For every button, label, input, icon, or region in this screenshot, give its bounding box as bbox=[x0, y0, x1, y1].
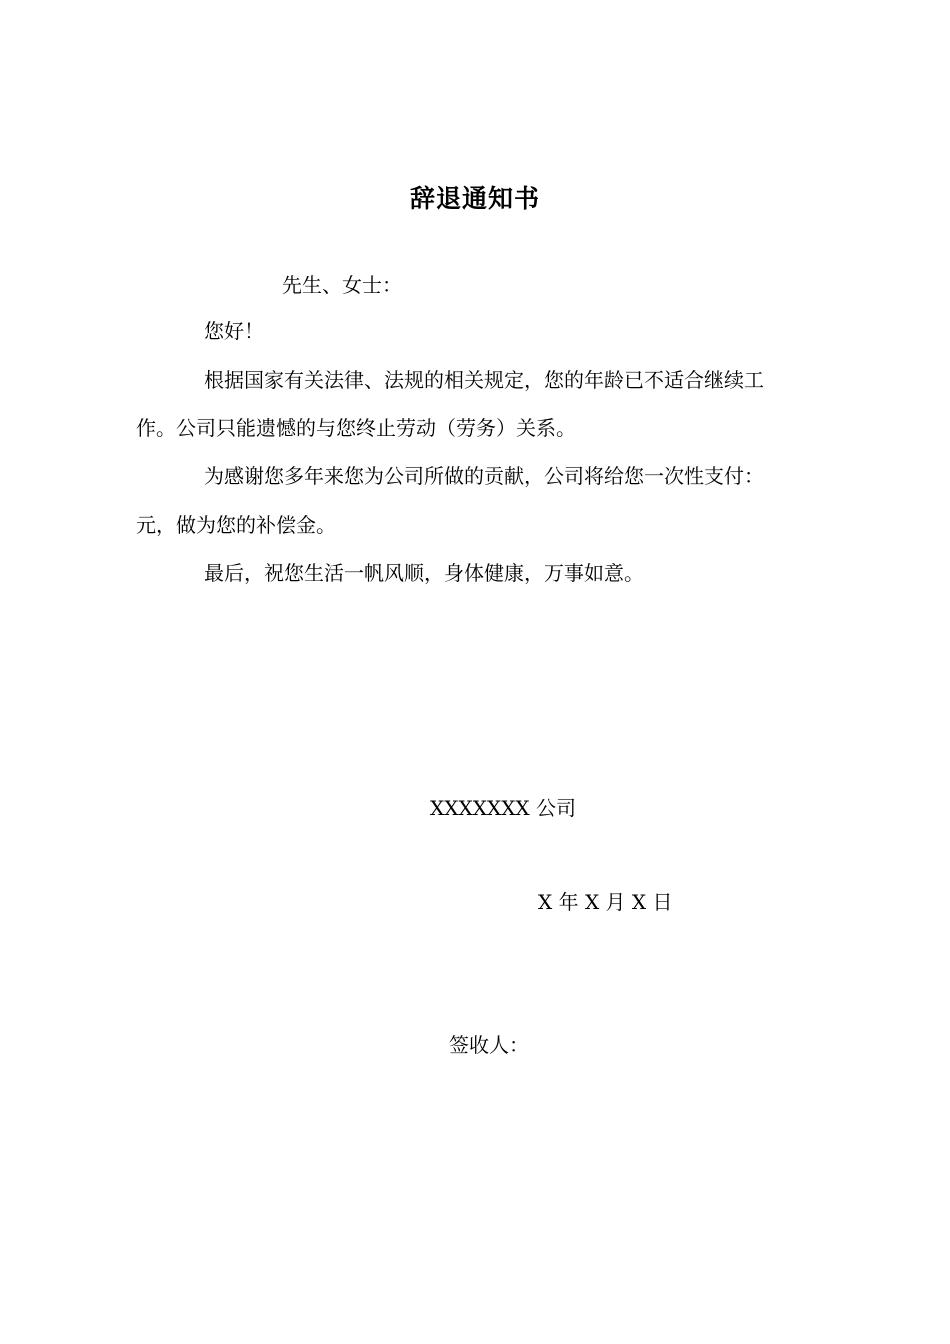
company-name: XXXXXXX 公司 bbox=[430, 796, 577, 820]
document-title: 辞退通知书 bbox=[409, 184, 540, 213]
paragraph-2-line-2: 元，做为您的补偿金。 bbox=[136, 513, 336, 537]
greeting: 您好！ bbox=[204, 319, 264, 343]
signer-label: 签收人： bbox=[449, 1033, 529, 1057]
closing-wishes: 最后，祝您生活一帆风顺，身体健康，万事如意。 bbox=[204, 561, 644, 585]
salutation: 先生、女士： bbox=[282, 273, 402, 297]
paragraph-2-line-1: 为感谢您多年来您为公司所做的贡献，公司将给您一次性支付： bbox=[204, 464, 764, 488]
paragraph-1-line-1: 根据国家有关法律、法规的相关规定，您的年龄已不适合继续工 bbox=[204, 368, 764, 392]
issue-date: X 年 X 月 X 日 bbox=[538, 890, 673, 914]
paragraph-1-line-2: 作。公司只能遗憾的与您终止劳动（劳务）关系。 bbox=[136, 416, 576, 440]
